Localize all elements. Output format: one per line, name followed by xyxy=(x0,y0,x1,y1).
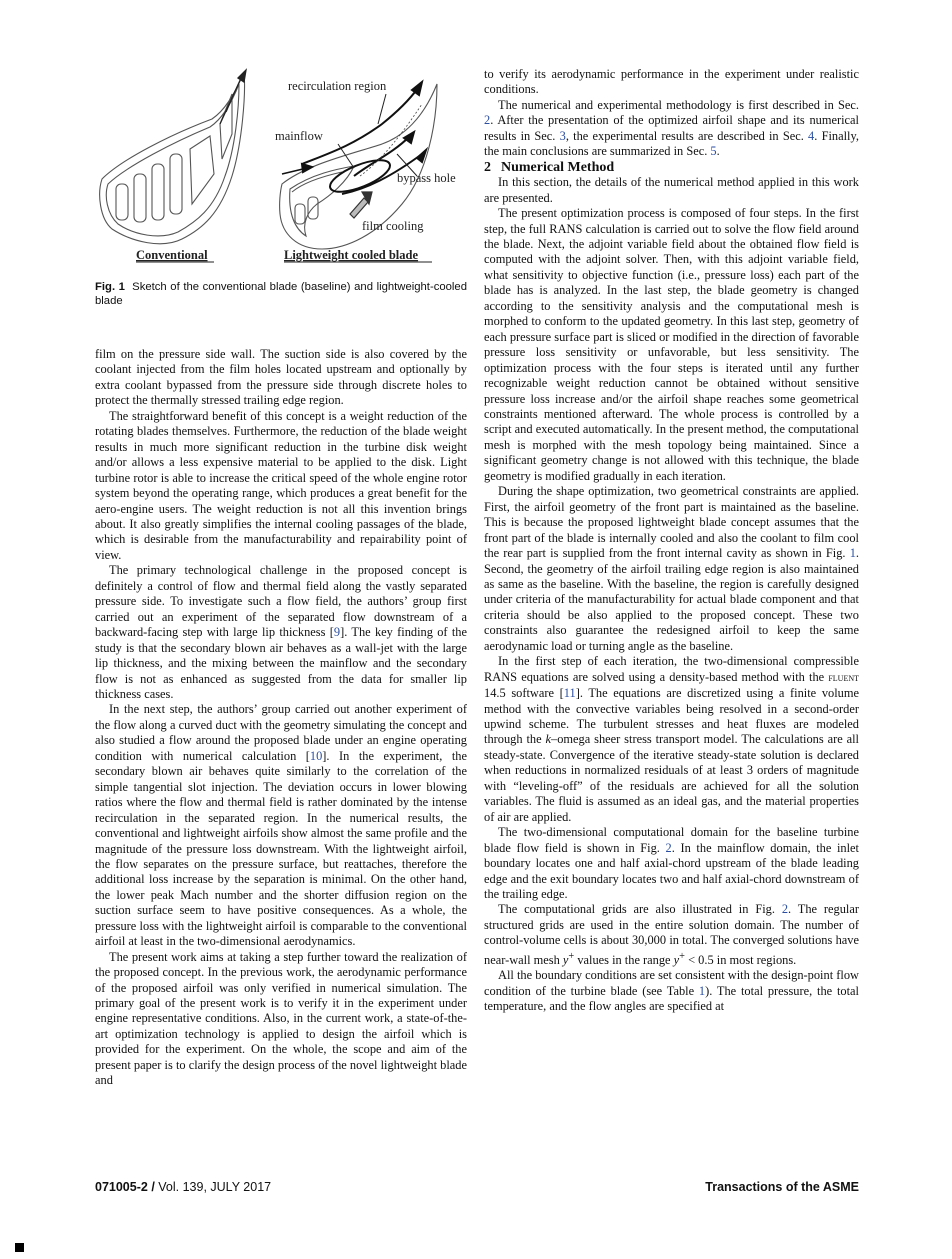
reference-link[interactable]: 11 xyxy=(563,686,576,701)
figure-caption xyxy=(95,280,467,308)
text-run: ]. The equations are discretized using a finite volume method with the convective variables being resolved in a second-order upwind scheme. The turbulent stresses and heat fluxes are modeled through the xyxy=(484,686,859,747)
page-id: 071005-2 xyxy=(95,1180,148,1194)
paragraph xyxy=(484,968,859,1014)
section-heading xyxy=(484,160,859,175)
mainflow-label: mainflow xyxy=(275,129,323,143)
section-link[interactable]: 3 xyxy=(559,128,566,143)
volume-info: Vol. 139, JULY 2017 xyxy=(158,1180,272,1194)
section-link[interactable]: 4 xyxy=(808,128,815,143)
figure-link[interactable]: 2 xyxy=(665,840,672,855)
journal-name: Transactions of the ASME xyxy=(705,1180,859,1194)
film-cooling-arrow xyxy=(350,192,372,218)
conventional-label: Conventional xyxy=(136,248,208,262)
figure-1-blade-sketch xyxy=(92,64,470,274)
right-column xyxy=(484,67,859,1015)
paragraph xyxy=(95,702,467,949)
text-run: values in the range xyxy=(574,952,674,967)
reference-link[interactable]: 9 xyxy=(333,625,341,640)
bypass-hole-label: bypass hole xyxy=(397,171,456,185)
text-run: . In the mainflow domain, the inlet boundary locates one and half axial-chord upstream of the blade leading edge and the exit boundary locates two and half axial-chord downstream of the trailing edge. xyxy=(484,840,859,902)
conventional-blade-drawing xyxy=(100,72,245,244)
text-run: . After the presentation of the optimized airfoil shape and its numerical results in Sec. xyxy=(484,113,859,143)
film-cooling-label: film cooling xyxy=(362,219,424,233)
lightweight-label: Lightweight cooled blade xyxy=(284,248,419,262)
paragraph xyxy=(95,563,467,702)
text-run: ). The total pressure, the total temperature, and the flow angles are specified at xyxy=(484,983,859,1014)
text-run: . The regular structured grids are used in the entire solution domain. The number of control-volume cells is about 30,000 in total. The converged solutions have near-wall mesh xyxy=(484,902,860,967)
figure-link[interactable]: 1 xyxy=(849,546,856,561)
label-pointers xyxy=(338,94,417,176)
text-run: The computational grids are also illustrated in Fig. xyxy=(498,902,782,917)
text-run: ]. The key finding of the study is that the secondary blown air behaves as a wall-jet with the large lip thickness, and the mixing between the mainflow and the secondary flow is not as enhanced as suggested from the data for smaller lip thickness cases. xyxy=(95,625,467,701)
paragraph: In this section, the details of the numerical method applied in this work are presented. xyxy=(484,175,859,205)
section-link[interactable]: 2 xyxy=(484,113,491,128)
table-link[interactable]: 1 xyxy=(698,983,706,998)
text-run: . xyxy=(716,144,720,159)
text-run: The primary technological challenge in the proposed concept is definitely a control of flow and thermal field along the vastly separated pressure side. To investigate such a flow field, the authors’ group first carried out an experiment of the separated flow downstream of a backward-facing step with large lip thickness [ xyxy=(95,563,467,640)
text-run: The two-dimensional computational domain for the baseline turbine blade flow field is shown in Fig. xyxy=(484,825,859,855)
paragraph xyxy=(484,825,859,902)
paragraph xyxy=(484,902,859,968)
section-link[interactable]: 5 xyxy=(710,144,717,159)
paragraph: The present optimization process is composed of four steps. In the first step, the full RANS calculation is carried out to solve the flow field around the blade. Next, the adjoint variable field about the obtained flow field is computed with the adjoint solver. Then, with this adjoint variable field, what sensitivity to objective function (i.e., pressure loss) each part of the blade has is analyzed. In the last step, the blade geometry is changed according to the sensitivity analysis and the computational mesh is morphed to conform to the updated geometry. In this last step, geometry of each pressure surface part is sliced or modified in the direction of favorable pressure loss sensitivity or unfavorable, but less sensitivity. The optimization process with the four steps is iterated until any further recognizable weight reduction cannot be obtained without sensitive pressure loss increase and/or the airfoil shape reaches some geometrical constraints mentioned afterward. The whole process is controlled by a script and executed automatically. In the present method, the computational mesh is morphed with the mesh topology being maintained. Since a significant geometry change is not allowed with this technique, the blade geometry is modified gradually in each iteration. xyxy=(484,206,859,483)
software-name: fluent xyxy=(828,671,859,684)
footer-separator: / xyxy=(151,1180,155,1194)
paragraph xyxy=(484,98,859,160)
text-run: 14.5 software [ xyxy=(484,686,564,701)
figure-caption-text: Sketch of the conventional blade (baseline) and lightweight-cooled blade xyxy=(95,281,468,307)
section-number: 2 xyxy=(484,159,491,175)
text-run: During the shape optimization, two geometrical constraints are applied. First, the airfoil geometry of the front part is maintained as the baseline. This is because the proposed lightweight blade concept assumes that the front part of the blade is internally cooled and also the coolant to film cool the rear part is supplied from the front internal cavity as shown in Fig. xyxy=(484,484,859,561)
paragraph: film on the pressure side wall. The suction side is also covered by the coolant injected from the film holes located upstream and optionally by extra coolant bypassed from the pressure side through discrete holes to protect the thermally stressed trailing edge region. xyxy=(95,347,467,408)
math-k: k xyxy=(545,732,551,747)
figure-link[interactable]: 2 xyxy=(781,902,789,917)
text-run: –omega sheer stress transport model. The calculations are all steady-state. Convergence of the iterative steady-state solution is declared when reductions in normalized residuals of at least 3 orders of magnitude with “leveling-off” of the residuals are achieved for all the solution variables. The fluid is assumed as an ideal gas, and the material properties of air are applied. xyxy=(484,732,859,824)
text-run: . Second, the geometry of the airfoil trailing edge region is also maintained as same as the baseline. With the baseline, the region is carefully designed under criteria of the manufacturability for actual blade component and that criteria should be also applied to the proposed concept. These two constraints also guarantee the redesigned airfoil to keep the same aerodynamic load or turning angle as the baseline. xyxy=(484,546,859,653)
figure-caption-label: Fig. 1 xyxy=(95,281,125,293)
text-run: . Finally, the main conclusions are summarized in Sec. xyxy=(484,128,859,159)
paragraph: The present work aims at taking a step further toward the realization of the proposed concept. In the previous work, the aerodynamic performance of the proposed airfoil was only verified in numerical simulation. The primary goal of the present work is to verify it in the experiment under engine representative conditions. Also, in the current work, a state-of-the-art optimization technology is applied to design the airfoil which is provided for the experiment. On the whole, the scope and aim of the present paper is to clarify the design process of the novel lightweight blade and xyxy=(95,949,467,1088)
paragraph: The straightforward benefit of this concept is a weight reduction of the rotating blades themselves. Furthermore, the reduction of the blade weight results in much more significant reduction in the turbine disk weight and/or allows a less expensive material to be applied to the disk. Light turbine rotor is able to increase the critical speed of the whole engine rotor system beyond the operating range, which produces a great benefit for the aero-engine users. The weight reduction is not all this invention brings about. It also greatly simplifies the internal cooling passages of the blade, which is desirable from the manufacturability and repairability point of view. xyxy=(95,408,467,562)
reference-link[interactable]: 10 xyxy=(309,748,323,763)
math-sup: + xyxy=(568,950,575,962)
left-column xyxy=(95,347,467,1089)
text-run: ]. In the experiment, the secondary blown air behaves quite similarly to the correlation of the simple tangential slot injection. The deviation occurs in lower blowing ratios where the flow and thermal field is rather dominated by the intense recirculation in the separated region. In the numerical results, the conventional and lightweight airfoils show almost the same profile and the magnitude of the pressure loss downstream. With the lightweight airfoil, the flow separates on the pressure surface, but reattaches, therefore the additional loss increase by the separation is minimal. On the other hand, the lower peak Mach number and the shorter diffusion region on the suction surface seem to have positive consequences. As a whole, the pressure loss with the lightweight airfoil is comparable to the conventional airfoil at least in the two-dimensional aerodynamics. xyxy=(95,748,467,949)
footer-left xyxy=(95,1180,271,1194)
section-title: Numerical Method xyxy=(501,159,615,175)
corner-mark xyxy=(15,1243,24,1252)
math-y: y xyxy=(562,952,569,967)
math-y: y xyxy=(673,952,680,967)
math-sup: + xyxy=(679,950,685,962)
paragraph xyxy=(484,654,859,825)
text-run: In the next step, the authors’ group carried out another experiment of the flow along a curved duct with the geometry simulating the concept and also studied a flow around the proposed blade under an engine operating condition with numerical calculation [ xyxy=(95,702,467,763)
conventional-exit-arrow xyxy=(220,70,246,124)
text-run: In the first step of each iteration, the two-dimensional compressible RANS equations are solved using a density-based method with the xyxy=(484,654,859,684)
text-run: The numerical and experimental methodology is first described in Sec. xyxy=(498,97,859,112)
text-run: , the experimental results are described in Sec. xyxy=(565,128,809,143)
paragraph: to verify its aerodynamic performance in the experiment under realistic conditions. xyxy=(484,67,859,97)
text-run: < 0.5 in most regions. xyxy=(684,952,797,967)
recirculation-label: recirculation region xyxy=(288,79,387,93)
paragraph xyxy=(484,484,859,654)
text-run: All the boundary conditions are set consistent with the design-point flow condition of the turbine blade (see Table xyxy=(484,968,859,998)
